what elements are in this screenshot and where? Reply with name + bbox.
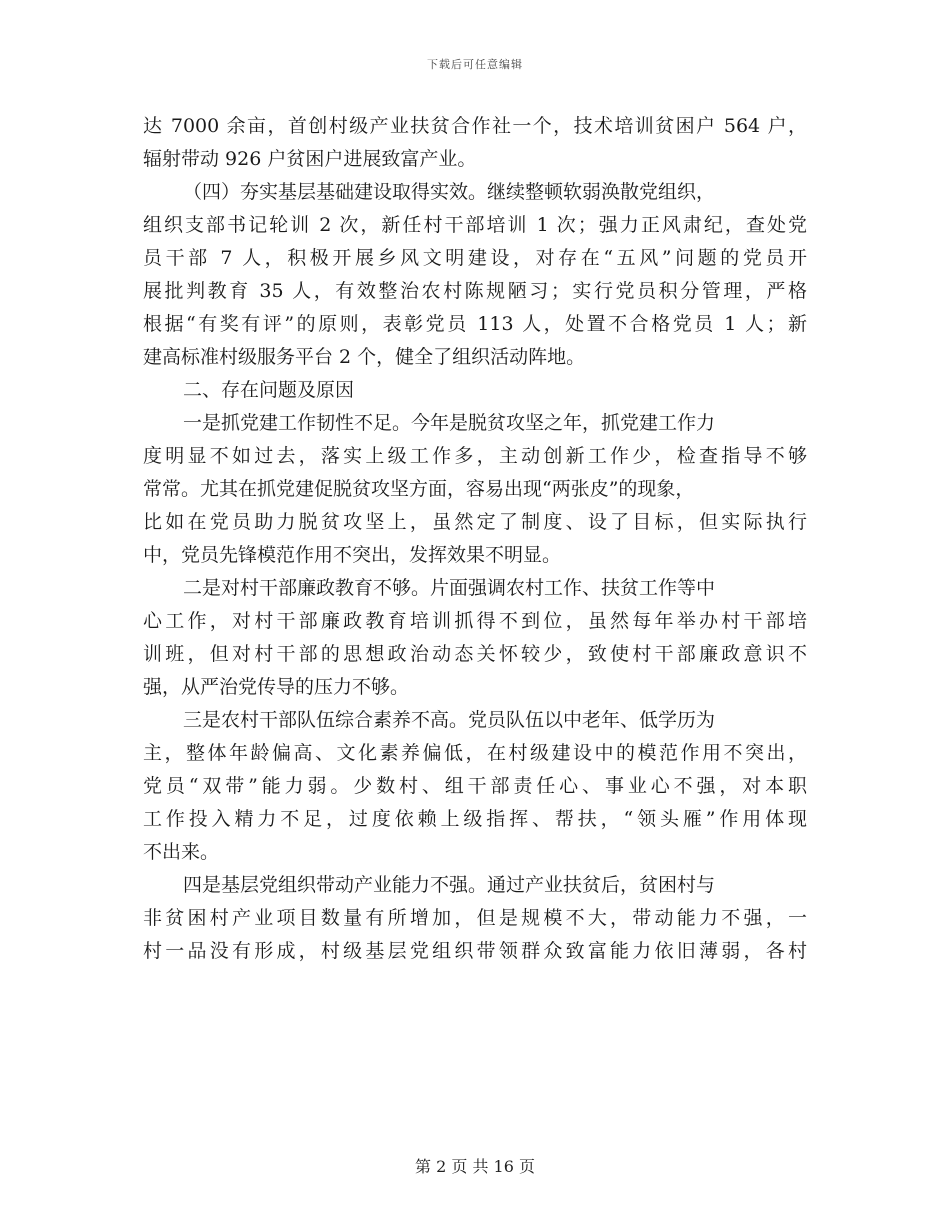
paragraph-first-line: 二是对村干部廉政教育不够。片面强调农村工作、扶贫工作等中 — [183, 577, 716, 599]
paragraph-first-line: 三是农村干部队伍综合素养不高。党员队伍以中老年、低学历为 — [183, 709, 716, 731]
body-line: 工作投入精力不足，过度依赖上级指挥、帮扶，“领头雁”作用体现 — [143, 808, 807, 830]
header-note: 下载后可任意编辑 — [427, 58, 523, 71]
body-line: 达 7000 余亩，首创村级产业扶贫合作社一个，技术培训贫困户 564 户， — [143, 115, 807, 137]
body-line: 不出来。 — [143, 841, 220, 863]
body-line: 党员“双带”能力弱。少数村、组干部责任心、事业心不强，对本职 — [143, 775, 807, 797]
section-heading-line: （四）夯实基层基础建设取得实效。继续整顿软弱涣散党组织， — [183, 181, 716, 203]
body-line: 常常。尤其在抓党建促脱贫攻坚方面，容易出现“两张皮”的现象， — [143, 478, 695, 500]
body-line: 建高标准村级服务平台 2 个，健全了组织活动阵地。 — [143, 346, 586, 368]
page-number: 第 2 页 共 16 页 — [415, 1157, 535, 1176]
body-line: 心工作，对村干部廉政教育培训抓得不到位，虽然每年举办村干部培 — [143, 610, 807, 632]
body-line: 村一品没有形成，村级基层党组织带领群众致富能力依旧薄弱，各村 — [143, 940, 807, 962]
body-line: 中，党员先锋模范作用不突出，发挥效果不明显。 — [143, 544, 562, 566]
body-line: 比如在党员助力脱贫攻坚上，虽然定了制度、设了目标，但实际执行 — [143, 511, 807, 533]
document-body — [143, 110, 807, 968]
body-line: 主，整体年龄偏高、文化素养偏低，在村级建设中的模范作用不突出， — [143, 742, 807, 764]
body-line: 根据“有奖有评”的原则，表彰党员 113 人，处置不合格党员 1 人；新 — [143, 313, 807, 335]
paragraph-first-line: 四是基层党组织带动产业能力不强。通过产业扶贫后，贫困村与 — [183, 874, 716, 896]
body-line: 训班，但对村干部的思想政治动态关怀较少，致使村干部廉政意识不 — [143, 643, 807, 665]
section-heading: 二、存在问题及原因 — [183, 379, 355, 401]
paragraph-first-line: 一是抓党建工作韧性不足。今年是脱贫攻坚之年，抓党建工作力 — [183, 412, 716, 434]
body-line: 非贫困村产业项目数量有所增加，但是规模不大，带动能力不强，一 — [143, 907, 807, 929]
body-line: 展批判教育 35 人，有效整治农村陈规陋习；实行党员积分管理，严格 — [143, 280, 807, 302]
body-line: 强，从严治党传导的压力不够。 — [143, 676, 410, 698]
body-line: 员干部 7 人，积极开展乡风文明建设，对存在“五风”问题的党员开 — [143, 247, 807, 269]
body-line: 度明显不如过去，落实上级工作多，主动创新工作少，检查指导不够 — [143, 445, 807, 467]
body-line: 组织支部书记轮训 2 次，新任村干部培训 1 次；强力正风肃纪，查处党 — [143, 214, 807, 236]
body-line: 辐射带动 926 户贫困户进展致富产业。 — [143, 148, 477, 170]
